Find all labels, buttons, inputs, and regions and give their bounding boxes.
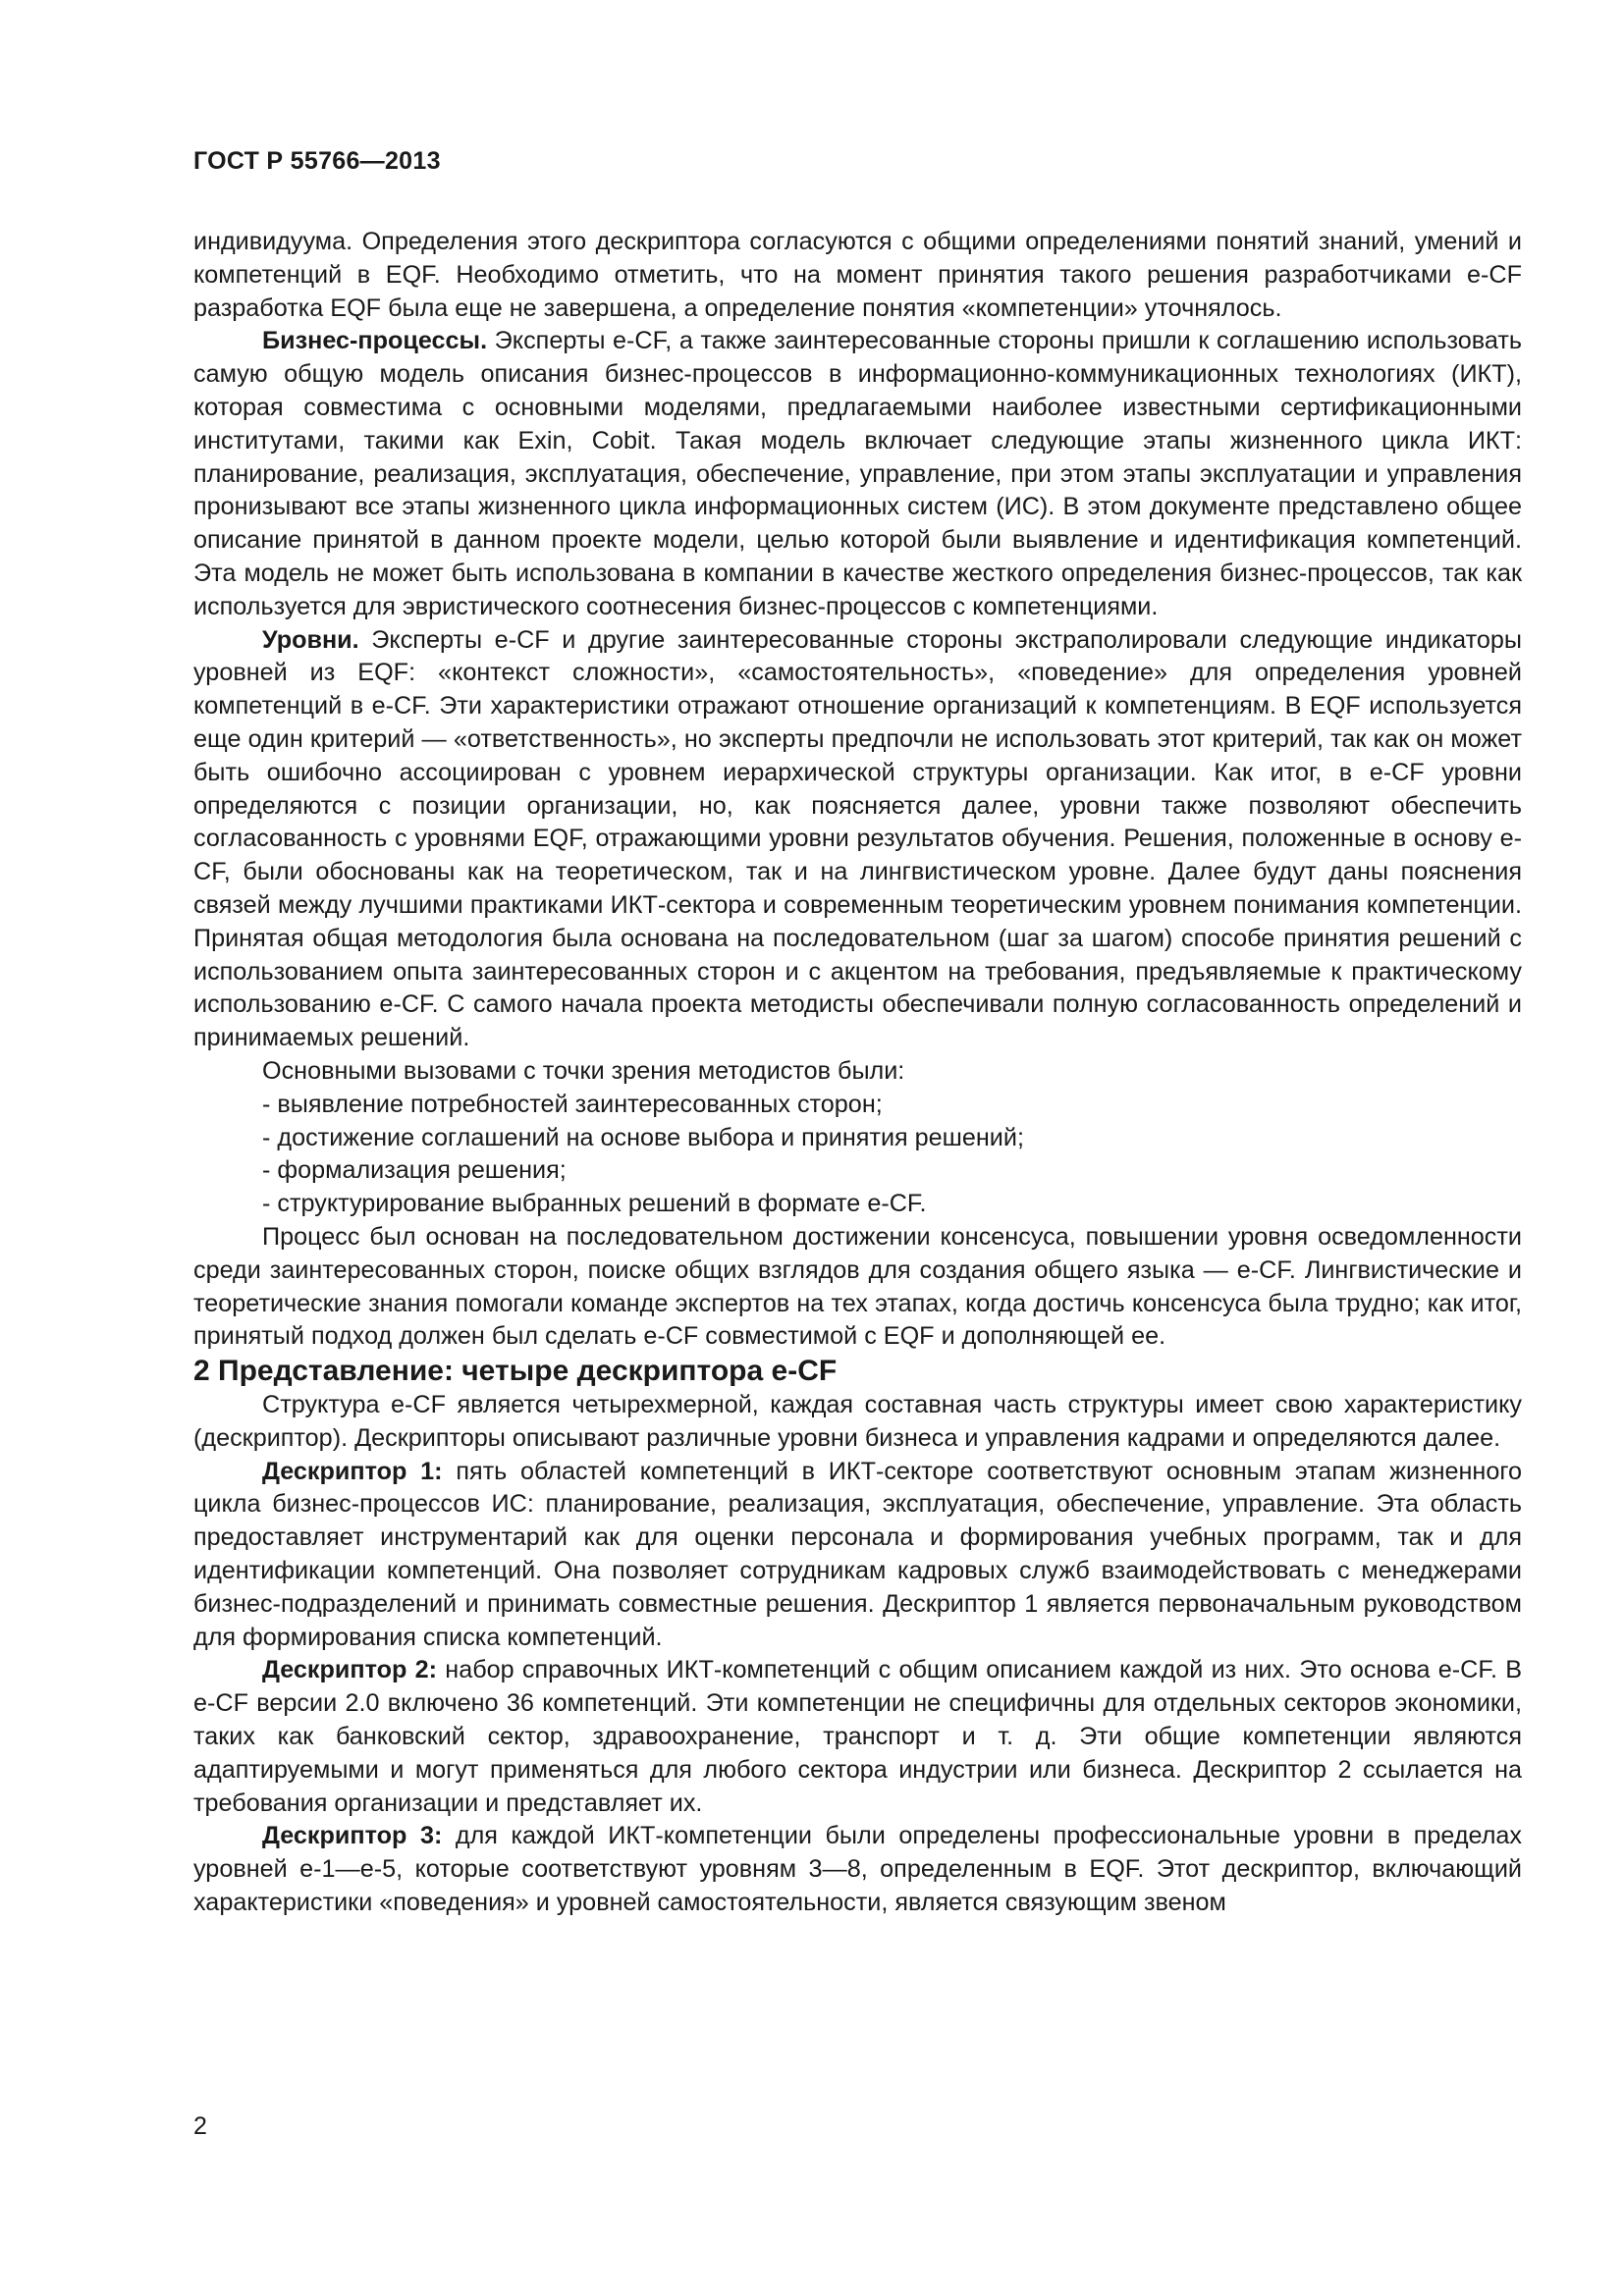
list-item: - выявление потребностей заинтересованных сторон; [262, 1090, 883, 1118]
term-business-processes: Бизнес-процессы. [262, 327, 488, 355]
list-item: - достижение соглашений на основе выбора и принятия решений; [262, 1123, 1024, 1151]
list-item: - структурирование выбранных решений в формате e-CF. [262, 1190, 927, 1218]
paragraph-text: Эксперты e-CF и другие заинтересованные стороны экстраполировали следующие индикаторы уровней из EQF: «контекст сложности», «самостоятельность», «поведение» для определения уровней компетенций в e-CF. Эти характеристики отражают отношение организаций к компетенциям. В EQF используется еще один критерий — «ответственность», но эксперты предпочли не использовать этот критерий, так как он может быть ошибочно ассоциирован с уровнем иерархической структуры организации. Как итог, в e-CF уровни определяются с позиции организации, но, как поясняется далее, уровни также позволяют обеспечить согласованность с уровнями EQF, отражающими уровни результатов обучения. Решения, положенные в основу e-CF, были обоснованы как на теоретическом, так и на лингвистическом уровне. Далее будут даны пояснения связей между лучшими практиками ИКТ-сектора и современным теоретическим уровнем понимания компетенции. Принятая общая методология была основана на последовательном (шаг за шагом) способе принятия решений с использованием опыта заинтересованных сторон и с акцентом на требования, предъявляемые к практическому использованию e-CF. С самого начала проекта методисты обеспечивали полную согласованность определений и принимаемых решений. [193, 625, 1522, 1052]
paragraph-continuation: индивидуума. Определения этого дескриптора согласуются с общими определениями понятий знаний, умений и компетенций в EQF. Необходимо отметить, что на момент принятия такого решения разработчиками e-CF разработка EQF была еще не завершена, а определение понятия «компетенции» уточнялось. [193, 228, 1522, 322]
term-levels: Уровни. [262, 625, 359, 654]
document-body [193, 226, 1522, 1920]
section-heading: 2 Представление: четыре дескриптора e-CF [193, 1355, 838, 1388]
paragraph-consensus: Процесс был основан на последовательном достижении консенсуса, повышении уровня осведомленности среди заинтересованных сторон, поиске общих взглядов для создания общего языка — e-CF. Лингвистические и теоретические знания помогали команде экспертов на тех этапах, когда достичь консенсуса была трудно; как итог, принятый подход должен был сделать e-CF совместимой с EQF и дополняющей ее. [193, 1222, 1522, 1351]
paragraph-section-intro: Структура e-CF является четырехмерной, каждая составная часть структуры имеет свою характеристику (дескриптор). Дескрипторы описывают различные уровни бизнеса и управления кадрами и определяются далее. [193, 1391, 1522, 1452]
term-descriptor-3: Дескриптор 3: [262, 1822, 443, 1850]
paragraph-text: Эксперты e-CF, а также заинтересованные стороны пришли к соглашению использовать самую общую модель описания бизнес-процессов в информационно-коммуникационных технологиях (ИКТ), которая совместима с основными моделями, предлагаемыми наиболее известными сертификационными институтами, такими как Exin, Cobit. Такая модель включает следующие этапы жизненного цикла ИКТ: планирование, реализация, эксплуатация, обеспечение, управление, при этом этапы эксплуатации и управления пронизывают все этапы жизненного цикла информационных систем (ИС). В этом документе представлено общее описание принятой в данном проекте модели, целью которой были выявление и идентификация компетенций. Эта модель не может быть использована в компании в качестве жесткого определения бизнес-процессов, так как используется для эвристического соотнесения бизнес-процессов с компетенциями. [193, 327, 1522, 620]
paragraph-descriptor-1 [193, 1456, 1522, 1655]
list-item: - формализация решения; [262, 1156, 567, 1185]
paragraph-levels [193, 624, 1522, 1055]
paragraph-business-processes [193, 325, 1522, 623]
page-number: 2 [193, 2112, 207, 2140]
paragraph-text: набор справочных ИКТ-компетенций с общим описанием каждой из них. Это основа e-CF. В e-CF версии 2.0 включено 36 компетенций. Эти компетенции не специфичны для отдельных секторов экономики, таких как банковский сектор, здравоохранение, транспорт и т. д. Эти общие компетенции являются адаптируемыми и могут применяться для любого сектора индустрии или бизнеса. Дескриптор 2 ссылается на требования организации и представляет их. [193, 1656, 1522, 1817]
paragraph-text: пять областей компетенций в ИКТ-секторе соответствуют основным этапам жизненного цикла бизнес-процессов ИС: планирование, реализация, эксплуатация, обеспечение, управление. Эта область предоставляет инструментарий как для оценки персонала и формирования учебных программ, так и для идентификации компетенций. Она позволяет сотрудникам кадровых служб взаимодействовать с менеджерами бизнес-подразделений и принимать совместные решения. Дескриптор 1 является первоначальным руководством для формирования списка компетенций. [193, 1457, 1522, 1651]
term-descriptor-1: Дескриптор 1: [262, 1457, 443, 1485]
paragraph-text: для каждой ИКТ-компетенции были определены профессиональные уровни в пределах уровней e-1—e-5, которые соответствуют уровням 3—8, определенным в EQF. Этот дескриптор, включающий характеристики «поведения» и уровней самостоятельности, является связующим звеном [193, 1822, 1522, 1917]
paragraph-descriptor-2 [193, 1654, 1522, 1820]
paragraph-challenges-intro: Основными вызовами с точки зрения методистов были: [262, 1056, 905, 1085]
document-header: ГОСТ Р 55766—2013 [193, 147, 441, 175]
challenges-list [193, 1089, 1522, 1221]
paragraph-descriptor-3 [193, 1820, 1522, 1919]
term-descriptor-2: Дескриптор 2: [262, 1656, 438, 1684]
